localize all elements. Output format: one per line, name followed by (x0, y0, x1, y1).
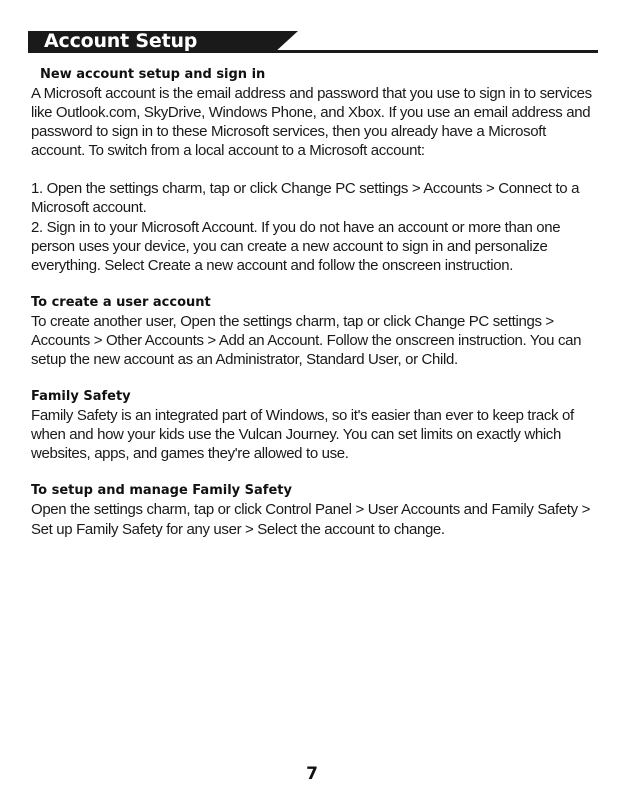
step-item: 2. Sign in to your Microsoft Account. If you do not have an account or more than one person uses your device, you can create a new account to sign in and personalize everything. Select Create a new account and follow the onscreen instruction. (31, 218, 561, 274)
step-item: 1. Open the settings charm, tap or click Change PC settings > Accounts > Connect to a Microsoft account. (31, 180, 580, 217)
section-paragraph: Family Safety is an integrated part of Windows, so it's easier than ever to keep track of when and how your kids use the Vulcan Journey. You can set limits on exactly which websites, apps, and games they're allowed to use. (31, 407, 574, 463)
section-family-safety (31, 388, 597, 463)
section-paragraph: A Microsoft account is the email address and password that you use to sign in to services like Outlook.com, SkyDrive, Windows Phone, and Xbox. If you use an email address and password to sign in to these Microsoft services, then you already have a Microsoft account. To switch from a local account to a Microsoft account: (31, 85, 592, 160)
section-manage-family-safety (31, 482, 597, 538)
section-heading: To setup and manage Family Safety (31, 483, 292, 499)
section-new-account (31, 66, 597, 275)
section-heading: To create a user account (31, 294, 211, 310)
page-number: 7 (306, 764, 318, 784)
section-paragraph: Open the settings charm, tap or click Control Panel > User Accounts and Family Safety > Set up Family Safety for any user > Select the account to change. (31, 501, 590, 538)
section-heading: Family Safety (31, 389, 131, 405)
section-heading: New account setup and sign in (40, 67, 266, 82)
page-title: Account Setup (44, 30, 198, 52)
section-paragraph: To create another user, Open the settings charm, tap or click Change PC settings > Accounts > Other Accounts > Add an Account. Follow the onscreen instruction. You can setup the new account as an Administrator, Standard User, or Child. (31, 312, 582, 369)
section-header (28, 27, 598, 55)
section-create-user (31, 294, 597, 369)
page-content (31, 66, 597, 558)
